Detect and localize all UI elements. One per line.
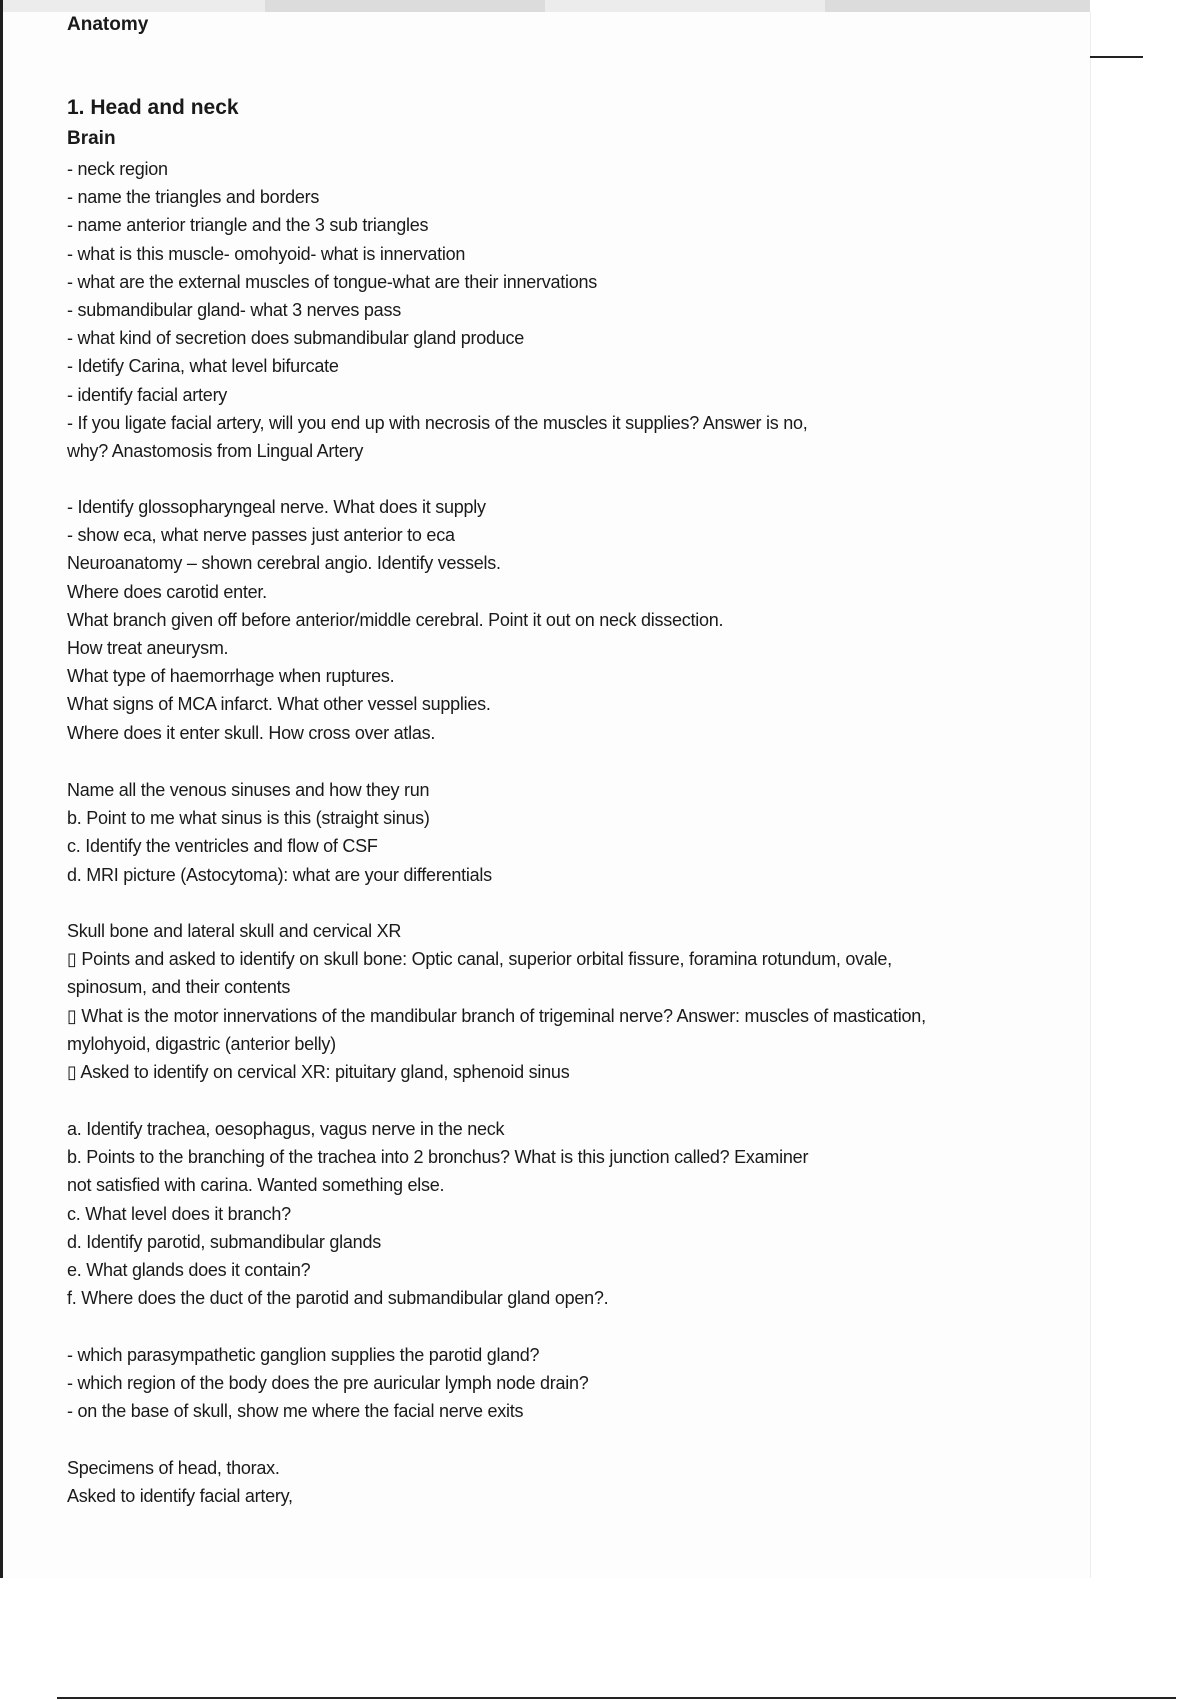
viewer-top-tab (825, 0, 1090, 12)
document-title: Anatomy (67, 14, 149, 35)
text-line: Skull bone and lateral skull and cervical XR (67, 921, 402, 941)
text-line: How treat aneurysm. (67, 637, 229, 658)
text-line: Where does it enter skull. How cross over atlas. (67, 722, 436, 743)
text-line: - what is this muscle- omohyoid- what is innervation (67, 243, 466, 264)
text-block-neuroanatomy (67, 493, 723, 747)
text-block-specimens (67, 1454, 293, 1510)
text-line: spinosum, and their contents (67, 977, 291, 998)
section-heading: 1. Head and neck (67, 96, 239, 119)
text-line: - name anterior triangle and the 3 sub triangles (67, 215, 429, 236)
text-line: - what are the external muscles of tongue-what are their innervations (67, 271, 598, 292)
text-line: Specimens of head, thorax. (67, 1458, 280, 1478)
text-line: c. What level does it branch? (67, 1203, 291, 1224)
text-line: d. Identify parotid, submandibular glands (67, 1231, 381, 1252)
text-block-venous-sinuses (67, 776, 492, 889)
text-line: - what kind of secretion does submandibular gland produce (67, 328, 525, 349)
text-line: - show eca, what nerve passes just anterior to eca (67, 525, 455, 546)
text-line: - which parasympathetic ganglion supplies the parotid gland? (67, 1345, 540, 1365)
viewer-top-tab (265, 0, 545, 12)
text-line: ▯ Points and asked to identify on skull bone: Optic canal, superior orbital fissure, foramina rotundum, ovale, (67, 949, 892, 970)
text-line: - on the base of skull, show me where the facial nerve exits (67, 1401, 524, 1422)
text-line: ▯ What is the motor innervations of the mandibular branch of trigeminal nerve? Answer: muscles of mastication, (67, 1005, 926, 1026)
text-line: mylohyoid, digastric (anterior belly) (67, 1033, 336, 1054)
text-line: ▯ Asked to identify on cervical XR: pituitary gland, sphenoid sinus (67, 1061, 570, 1082)
margin-dash (1090, 56, 1143, 58)
text-line: Where does carotid enter. (67, 581, 267, 602)
text-line: not satisfied with carina. Wanted something else. (67, 1175, 445, 1196)
text-line: d. MRI picture (Astocytoma): what are your differentials (67, 864, 492, 885)
text-line: f. Where does the duct of the parotid and submandibular gland open?. (67, 1288, 609, 1309)
viewer-top-strip (0, 0, 1090, 12)
text-line: - Identify glossopharyngeal nerve. What does it supply (67, 497, 486, 517)
text-line: Neuroanatomy – shown cerebral angio. Identify vessels. (67, 553, 501, 574)
text-line: - If you ligate facial artery, will you end up with necrosis of the muscles it supplies? Answer is no, (67, 412, 808, 433)
text-block-skull (67, 917, 926, 1086)
subsection-heading: Brain (67, 128, 116, 149)
text-line: - neck region (67, 159, 168, 179)
text-line: What type of haemorrhage when ruptures. (67, 666, 395, 687)
text-line: Name all the venous sinuses and how they run (67, 780, 430, 800)
text-block-neck (67, 155, 808, 465)
text-line: a. Identify trachea, oesophagus, vagus nerve in the neck (67, 1119, 505, 1139)
text-line: e. What glands does it contain? (67, 1259, 311, 1280)
bottom-rule (57, 1697, 1176, 1699)
text-line: b. Point to me what sinus is this (straight sinus) (67, 808, 430, 829)
text-line: b. Points to the branching of the trachea into 2 bronchus? What is this junction called? Examiner (67, 1147, 809, 1168)
text-line: - which region of the body does the pre auricular lymph node drain? (67, 1373, 589, 1394)
text-line: Asked to identify facial artery, (67, 1486, 293, 1507)
text-line: - name the triangles and borders (67, 187, 320, 208)
text-line: why? Anastomosis from Lingual Artery (67, 440, 364, 461)
text-line: - submandibular gland- what 3 nerves pass (67, 299, 401, 320)
text-line: - Idetify Carina, what level bifurcate (67, 356, 339, 377)
text-line: What signs of MCA infarct. What other vessel supplies. (67, 694, 491, 715)
text-line: c. Identify the ventricles and flow of CSF (67, 836, 378, 857)
text-line: - identify facial artery (67, 384, 228, 405)
text-block-trachea (67, 1115, 808, 1312)
text-block-parotid (67, 1341, 589, 1426)
text-line: What branch given off before anterior/middle cerebral. Point it out on neck dissection. (67, 609, 724, 630)
